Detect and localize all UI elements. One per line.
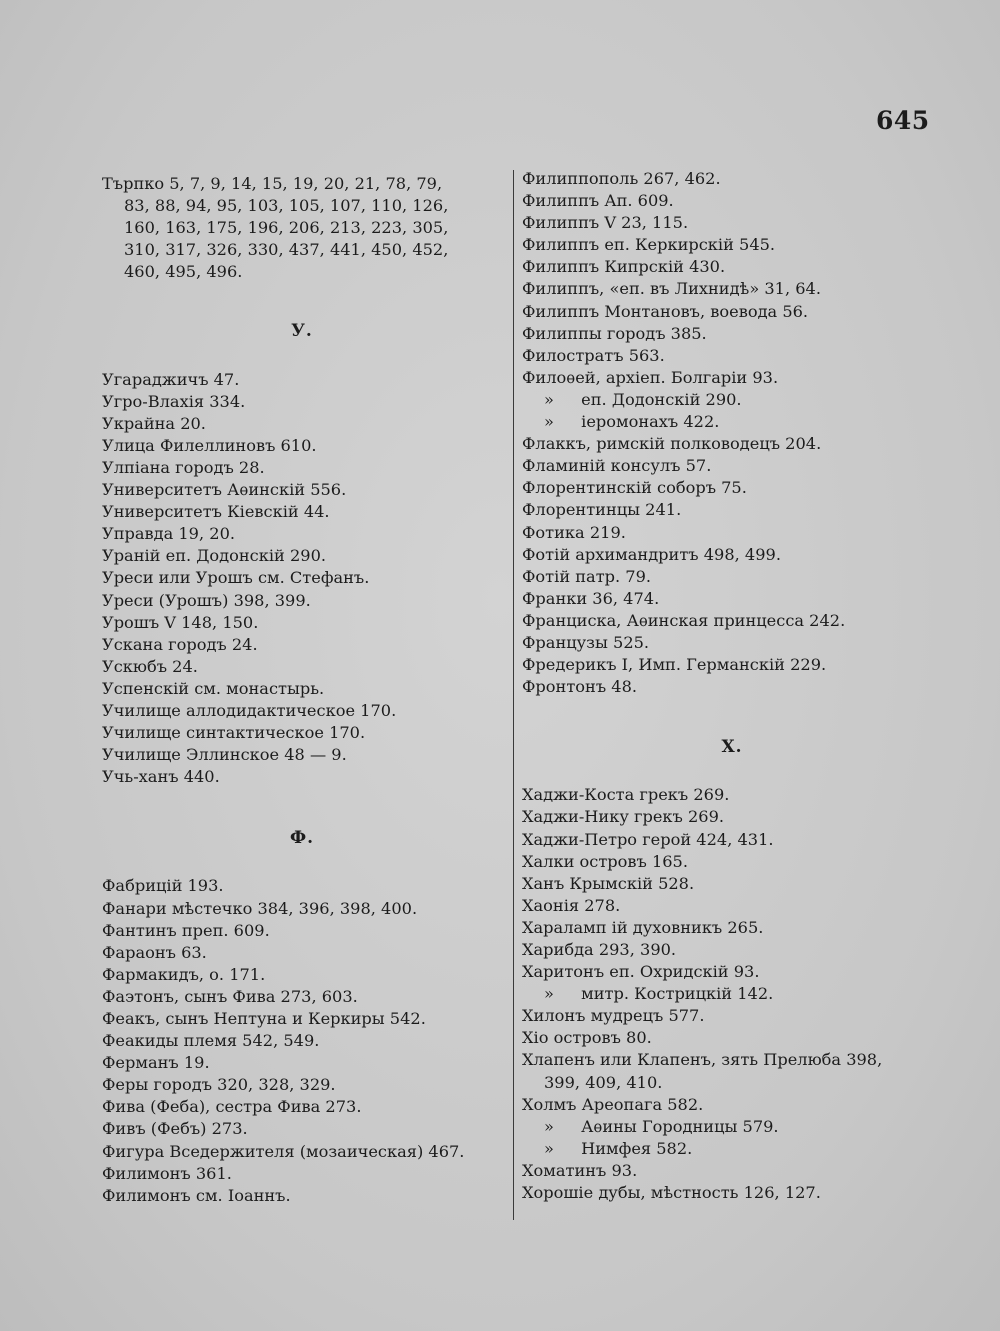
index-entry: Ураній еп. Додонскій 290. bbox=[102, 546, 327, 566]
index-entry: Франки 36, 474. bbox=[522, 588, 660, 608]
index-entry: Холмъ Ареопага 582. bbox=[522, 1094, 704, 1114]
index-entry: Флорентинскій соборъ 75. bbox=[522, 478, 747, 498]
index-entry: Университетъ Аѳинскій 556. bbox=[102, 480, 347, 500]
index-entry: Филиппъ V 23, 115. bbox=[522, 213, 689, 233]
section-f-continued bbox=[522, 168, 942, 698]
section-heading-kh: Х. bbox=[721, 737, 743, 758]
entry-line: Хлапенъ или Клапенъ, зять Прелюба 398, bbox=[522, 1050, 883, 1070]
entry-line: 83, 88, 94, 95, 103, 105, 107, 110, 126, bbox=[124, 196, 449, 216]
index-entry: Феры городъ 320, 328, 329. bbox=[102, 1075, 336, 1095]
section-f-list bbox=[102, 875, 502, 1206]
index-entry: Фива (Феба), сестра Фива 273. bbox=[102, 1097, 362, 1117]
index-entry: Фабрицій 193. bbox=[102, 876, 224, 896]
index-entry: Халки островъ 165. bbox=[522, 851, 688, 871]
index-entry: Хилонъ мудрецъ 577. bbox=[522, 1006, 705, 1026]
index-entry: Хоматинъ 93. bbox=[522, 1160, 638, 1180]
index-entry: Феакъ, сынъ Нептуна и Керкиры 542. bbox=[102, 1009, 426, 1028]
index-entry: Фараонъ 63. bbox=[102, 942, 207, 962]
index-entry-khlapen bbox=[522, 1049, 942, 1093]
index-entry: Фанари мѣстечко 384, 396, 398, 400. bbox=[102, 898, 418, 918]
section-u-list bbox=[102, 369, 502, 789]
index-entry: Хаджи-Петро герой 424, 431. bbox=[522, 829, 774, 849]
index-entry: Ферманъ 19. bbox=[102, 1053, 210, 1073]
index-entry: Французы 525. bbox=[522, 632, 650, 652]
index-entry: Филиппъ Монтановъ, воевода 56. bbox=[522, 301, 809, 321]
index-entry: Харитонъ еп. Охридскій 93. bbox=[522, 962, 760, 982]
index-entry: Фармакидъ, о. 171. bbox=[102, 964, 266, 984]
index-entry: Филиппъ Кипрскій 430. bbox=[522, 257, 726, 277]
index-entry: Фронтонъ 48. bbox=[522, 677, 638, 697]
left-column bbox=[102, 173, 502, 1207]
index-entry: Хаонія 278. bbox=[522, 895, 621, 915]
index-entry: Феакиды племя 542, 549. bbox=[102, 1031, 320, 1051]
index-entry: Хараламп ій духовникъ 265. bbox=[522, 917, 764, 937]
index-entry: Фотій патр. 79. bbox=[522, 566, 652, 586]
right-column bbox=[522, 168, 942, 1204]
index-entry: Флорентинцы 241. bbox=[522, 500, 682, 520]
index-subentry bbox=[522, 983, 942, 1005]
index-entry: Управда 19, 20. bbox=[102, 524, 236, 544]
index-entry: Ускюбъ 24. bbox=[102, 656, 198, 676]
index-entry: Фантинъ преп. 609. bbox=[102, 920, 270, 940]
index-entry: Угро-Влахія 334. bbox=[102, 391, 246, 411]
ditto-mark: » bbox=[544, 1138, 554, 1158]
index-entry: Филиппъ, «еп. въ Лихнидѣ» 31, 64. bbox=[522, 279, 822, 299]
index-entry: Хаджи-Нику грекъ 269. bbox=[522, 807, 725, 827]
index-entry: Фивъ (Фебъ) 273. bbox=[102, 1119, 248, 1139]
index-entry: Филоѳей, архіеп. Болгаріи 93. bbox=[522, 367, 779, 387]
index-entry: Филиппы городъ 385. bbox=[522, 323, 707, 343]
section-heading-f: Ф. bbox=[289, 828, 315, 849]
index-entry: Училище синтактическое 170. bbox=[102, 723, 366, 743]
entry-line: Търпко 5, 7, 9, 14, 15, 19, 20, 21, 78, 79, bbox=[102, 174, 443, 193]
index-subentry bbox=[522, 1116, 942, 1138]
index-entry: Филиппъ еп. Керкирскій 545. bbox=[522, 235, 776, 255]
entry-line: 160, 163, 175, 196, 206, 213, 223, 305, bbox=[124, 218, 449, 238]
index-entry: Фигура Вседержителя (мозаическая) 467. bbox=[102, 1141, 465, 1161]
subentry-text: еп. Додонскій 290. bbox=[581, 389, 742, 409]
index-subentry bbox=[522, 411, 942, 433]
index-entry: Украйна 20. bbox=[102, 413, 206, 433]
entry-line: 310, 317, 326, 330, 437, 441, 450, 452, bbox=[124, 240, 449, 260]
section-heading-u: У. bbox=[291, 321, 313, 342]
index-subentry bbox=[522, 1138, 942, 1160]
index-entry: Франциска, Аѳинская принцесса 242. bbox=[522, 610, 846, 630]
index-entry: Флаккъ, римскій полководецъ 204. bbox=[522, 434, 822, 454]
index-entry: Фотій архимандритъ 498, 499. bbox=[522, 544, 781, 564]
index-entry: Уреси (Урошъ) 398, 399. bbox=[102, 590, 311, 610]
index-entry: Училище Эллинское 48 — 9. bbox=[102, 745, 347, 765]
ditto-mark: » bbox=[544, 412, 554, 432]
index-entry: Угараджичъ 47. bbox=[102, 369, 240, 389]
ditto-mark: » bbox=[544, 984, 554, 1004]
index-subentry bbox=[522, 389, 942, 411]
page-number: 645 bbox=[876, 106, 930, 135]
index-entry: Фредерикъ I, Имп. Германскій 229. bbox=[522, 655, 827, 675]
subentry-text: Аѳины Городницы 579. bbox=[581, 1116, 779, 1136]
subentry-text: митр. Кострицкій 142. bbox=[581, 984, 774, 1004]
entry-line: 460, 495, 496. bbox=[124, 262, 243, 282]
index-entry: Филиппополь 267, 462. bbox=[522, 169, 721, 188]
index-entry: Ускана городъ 24. bbox=[102, 634, 258, 654]
ditto-mark: » bbox=[544, 389, 554, 409]
column-divider bbox=[513, 170, 514, 1220]
index-entry: Филимонъ 361. bbox=[102, 1163, 232, 1183]
index-entry: Хіо островъ 80. bbox=[522, 1028, 652, 1048]
index-entry: Улица Филеллиновъ 610. bbox=[102, 435, 317, 455]
ditto-mark: » bbox=[544, 1116, 554, 1136]
index-entry: Улпіана городъ 28. bbox=[102, 457, 265, 477]
index-entry: Филиппъ Ап. 609. bbox=[522, 191, 674, 211]
index-entry: Фламиній консулъ 57. bbox=[522, 456, 712, 476]
index-entry: Ханъ Крымскій 528. bbox=[522, 873, 695, 893]
subentry-text: Нимфея 582. bbox=[581, 1138, 693, 1158]
index-entry: Фаэтонъ, сынъ Фива 273, 603. bbox=[102, 986, 358, 1006]
section-kh-list bbox=[522, 784, 942, 1204]
index-entry: Уреси или Урошъ см. Стефанъ. bbox=[102, 568, 370, 588]
index-entry: Хаджи-Коста грекъ 269. bbox=[522, 785, 730, 805]
index-entry: Успенскій см. монастырь. bbox=[102, 678, 325, 698]
index-entry: Училище аллодидактическое 170. bbox=[102, 700, 397, 720]
index-entry: Хорошіе дубы, мѣстность 126, 127. bbox=[522, 1183, 821, 1203]
index-entry: Урошъ V 148, 150. bbox=[102, 612, 259, 632]
index-entry: Филостратъ 563. bbox=[522, 345, 665, 365]
entry-line: 399, 409, 410. bbox=[544, 1072, 663, 1092]
index-entry: Харибда 293, 390. bbox=[522, 940, 677, 959]
index-entry: Фотика 219. bbox=[522, 522, 626, 542]
subentry-text: іеромонахъ 422. bbox=[581, 412, 720, 432]
index-entry: Университетъ Кіевскій 44. bbox=[102, 502, 330, 522]
index-entry: Учь-ханъ 440. bbox=[102, 767, 220, 787]
index-entry: Филимонъ см. Іоаннъ. bbox=[102, 1185, 291, 1205]
index-entry-turpko bbox=[102, 173, 502, 283]
